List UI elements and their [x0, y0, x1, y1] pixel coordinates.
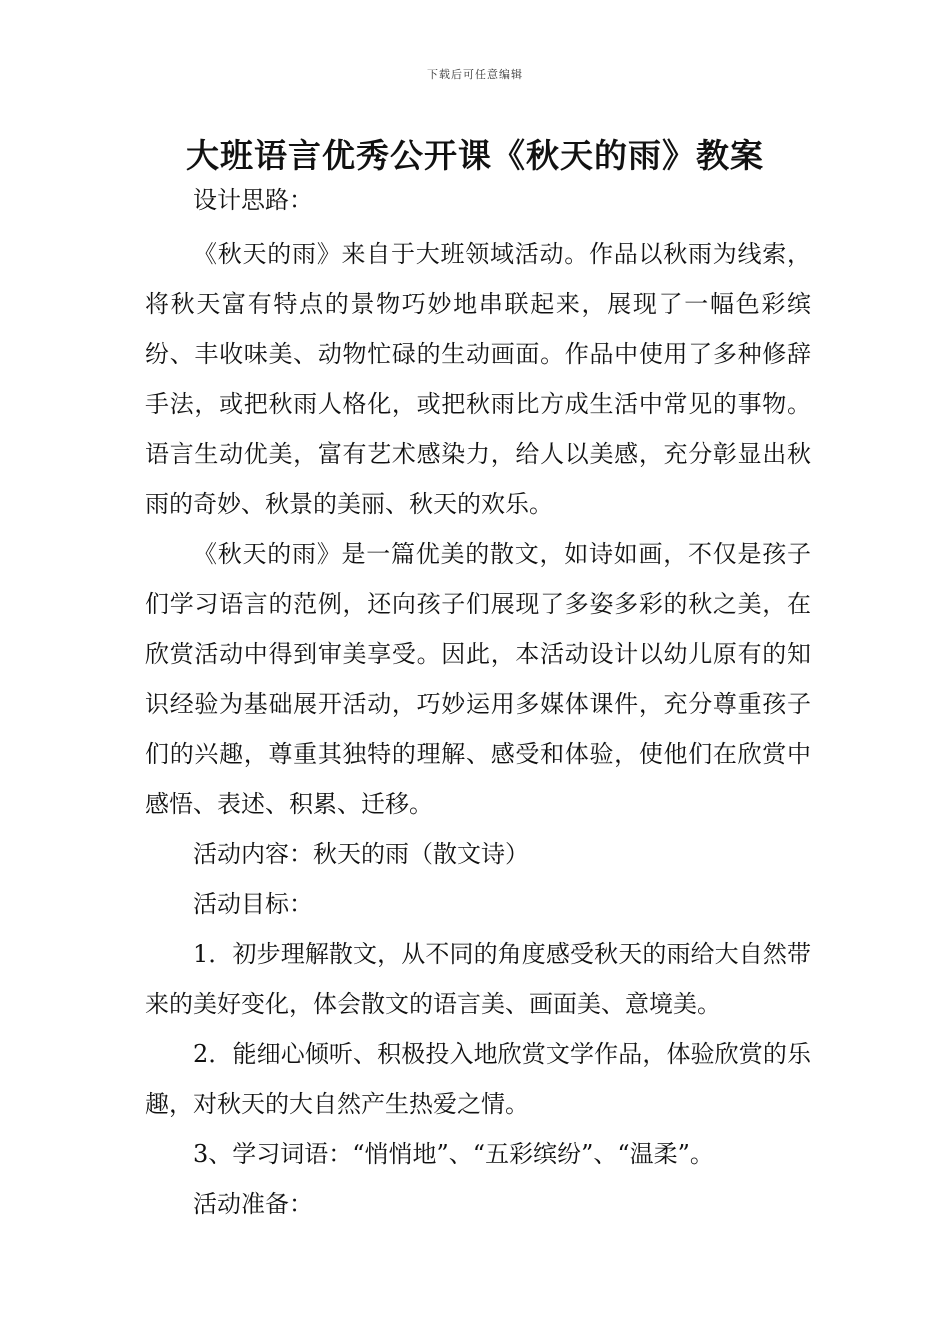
document-body	[145, 180, 811, 1229]
document-title: 大班语言优秀公开课《秋天的雨》教案	[186, 136, 764, 175]
paragraph-goal-3: 3、学习词语：“悄悄地”、“五彩缤纷”、“温柔”。	[193, 1140, 714, 1168]
paragraph-activity-goals-heading: 活动目标：	[193, 890, 313, 918]
paragraph-activity-prep-heading: 活动准备：	[193, 1190, 313, 1218]
paragraph-design-idea-2: 《秋天的雨》是一篇优美的散文，如诗如画，不仅是孩子们学习语言的范例，还向孩子们展现了多姿多彩的秋之美，在欣赏活动中得到审美享受。因此，本活动设计以幼儿原有的知识经验为基础展开活动，巧妙运用多媒体课件，充分尊重孩子们的兴趣，尊重其独特的理解、感受和体验，使他们在欣赏中感悟、表述、积累、迁移。	[145, 540, 811, 818]
paragraph-design-idea-1: 《秋天的雨》来自于大班领域活动。作品以秋雨为线索，将秋天富有特点的景物巧妙地串联起来，展现了一幅色彩缤纷、丰收味美、动物忙碌的生动画面。作品中使用了多种修辞手法，或把秋雨人格化，或把秋雨比方成生活中常见的事物。语言生动优美，富有艺术感染力，给人以美感，充分彰显出秋雨的奇妙、秋景的美丽、秋天的欢乐。	[145, 240, 811, 518]
paragraph-activity-content: 活动内容：秋天的雨（散文诗）	[193, 840, 529, 868]
header-note: 下载后可任意编辑	[427, 68, 523, 81]
paragraph-design-idea-heading: 设计思路：	[193, 186, 313, 214]
paragraph-goal-1: 1．初步理解散文，从不同的角度感受秋天的雨给大自然带来的美好变化，体会散文的语言美、画面美、意境美。	[145, 940, 811, 1018]
paragraph-goal-2: 2．能细心倾听、积极投入地欣赏文学作品，体验欣赏的乐趣，对秋天的大自然产生热爱之情。	[145, 1040, 811, 1118]
